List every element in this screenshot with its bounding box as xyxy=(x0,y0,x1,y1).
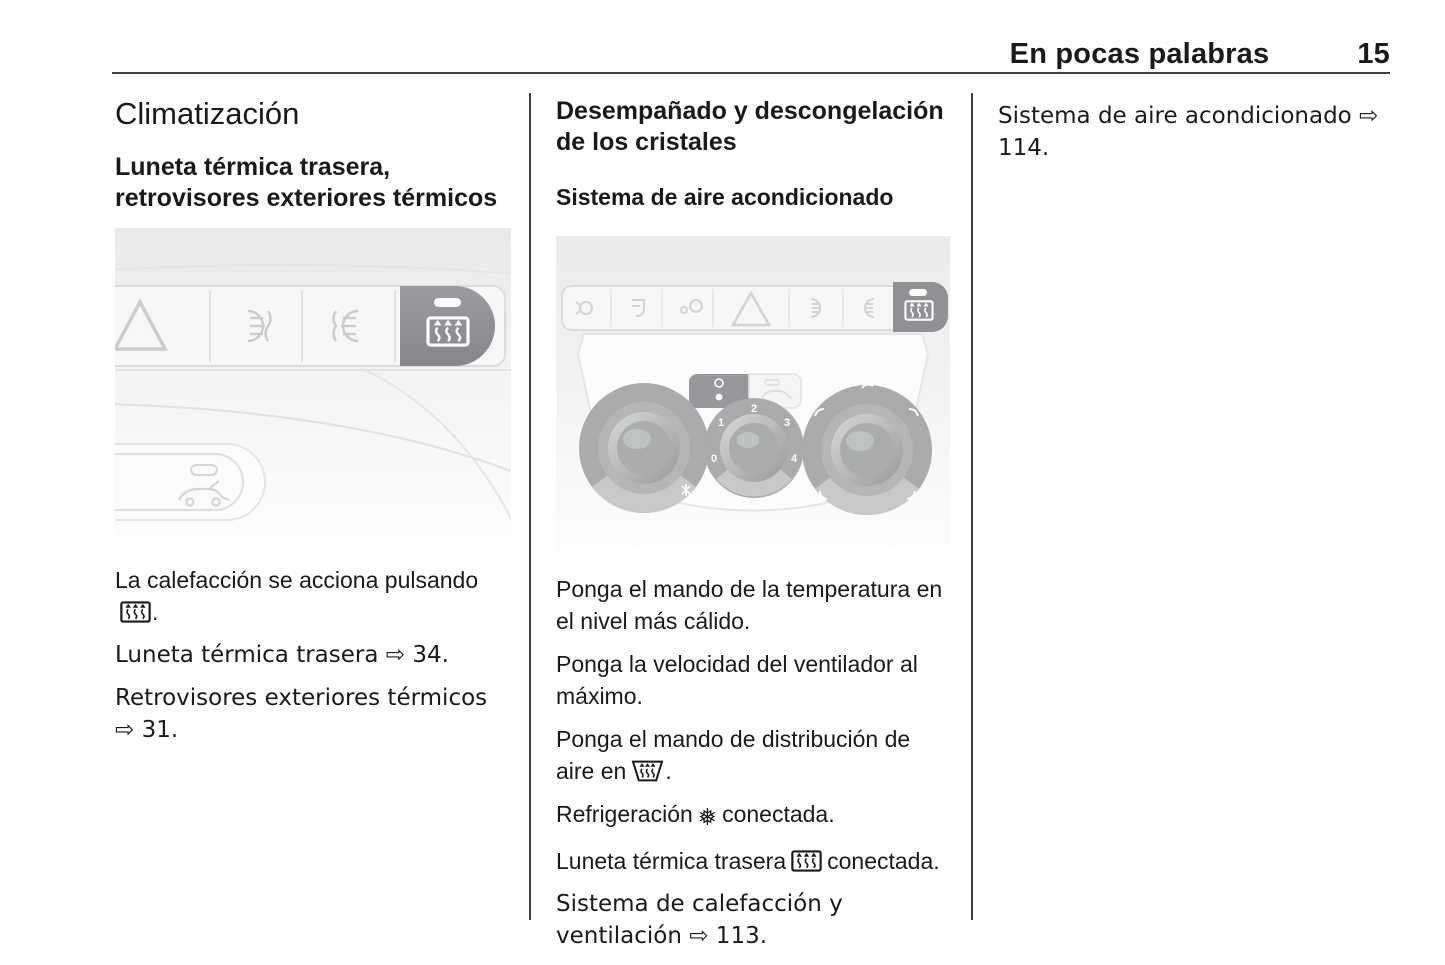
column-divider xyxy=(971,93,973,920)
fan-label-2: 2 xyxy=(750,403,758,415)
text-segment: . xyxy=(665,758,672,784)
text-segment: Refrigeración xyxy=(556,801,693,827)
paragraph-fan-speed: Ponga la velocidad del ventilador al máximo. xyxy=(556,651,918,709)
paragraph-rear-window-ref: Luneta térmica trasera ⇨ 34. xyxy=(115,642,449,668)
snowflake-icon xyxy=(716,394,723,401)
air-distribution-dial xyxy=(802,384,932,515)
paragraph-ac-on xyxy=(556,798,950,834)
fan-speed-dial xyxy=(704,398,804,498)
paragraph-distribution xyxy=(556,723,950,787)
fan-label-4: 4 xyxy=(790,453,798,465)
temperature-dial xyxy=(579,383,709,513)
subsection-heading: Sistema de aire acondicionado xyxy=(556,184,894,210)
air-conditioning-icon: ❅ xyxy=(697,805,718,831)
button-panel-illustration xyxy=(115,228,511,542)
text-segment: conectada. xyxy=(722,801,835,827)
paragraph-system-ref: Sistema de calefacción y ventilación ⇨ 113. xyxy=(556,891,843,949)
rear-window-defrost-icon xyxy=(120,601,151,623)
climate-panel-illustration xyxy=(556,236,950,550)
subsection-heading: Luneta térmica trasera, retrovisores exteriores térmicos xyxy=(115,153,498,212)
text-segment: Luneta térmica trasera xyxy=(556,848,787,874)
page-header xyxy=(112,38,1390,71)
fan-label-3: 3 xyxy=(783,417,791,429)
page-number: 15 xyxy=(1357,38,1390,70)
column-divider xyxy=(529,93,531,920)
paragraph-mirrors-ref: Retrovisores exteriores térmicos ⇨ 31. xyxy=(115,685,488,743)
button-led-slot xyxy=(909,289,927,296)
paragraph-heater xyxy=(115,564,511,628)
column-desempanado xyxy=(556,96,950,963)
boot-release-button xyxy=(115,444,265,520)
fan-label-1: 1 xyxy=(717,417,725,429)
column-right xyxy=(998,96,1390,175)
windshield-defrost-icon xyxy=(631,760,664,782)
heated-rear-window-button xyxy=(893,282,948,332)
rear-window-defrost-icon xyxy=(791,850,822,872)
figure-climate-control-panel xyxy=(556,236,950,550)
text-segment: conectada. xyxy=(827,848,940,874)
text-segment: La calefacción se acciona pulsando xyxy=(115,567,479,593)
figure-heated-rear-window-button xyxy=(115,228,511,542)
paragraph-ac-system-ref: Sistema de aire acondicionado ⇨ 114. xyxy=(998,103,1379,161)
text-segment: . xyxy=(152,599,159,625)
section-heading: Climatización xyxy=(115,96,300,131)
paragraph-rear-window-on xyxy=(556,845,950,877)
header-rule xyxy=(112,72,1390,74)
text-segment: Ponga el mando de distribución de aire en xyxy=(556,726,911,784)
column-climatizacion xyxy=(115,96,511,757)
button-led-slot xyxy=(434,298,461,307)
heated-rear-window-button xyxy=(400,286,495,366)
paragraph-temperature: Ponga el mando de la temperatura en el nivel más cálido. xyxy=(556,576,943,634)
section-heading: Desempañado y descongelación de los cristales xyxy=(556,97,944,156)
fan-label-0: 0 xyxy=(710,453,718,465)
page-title: En pocas palabras xyxy=(1009,38,1270,70)
